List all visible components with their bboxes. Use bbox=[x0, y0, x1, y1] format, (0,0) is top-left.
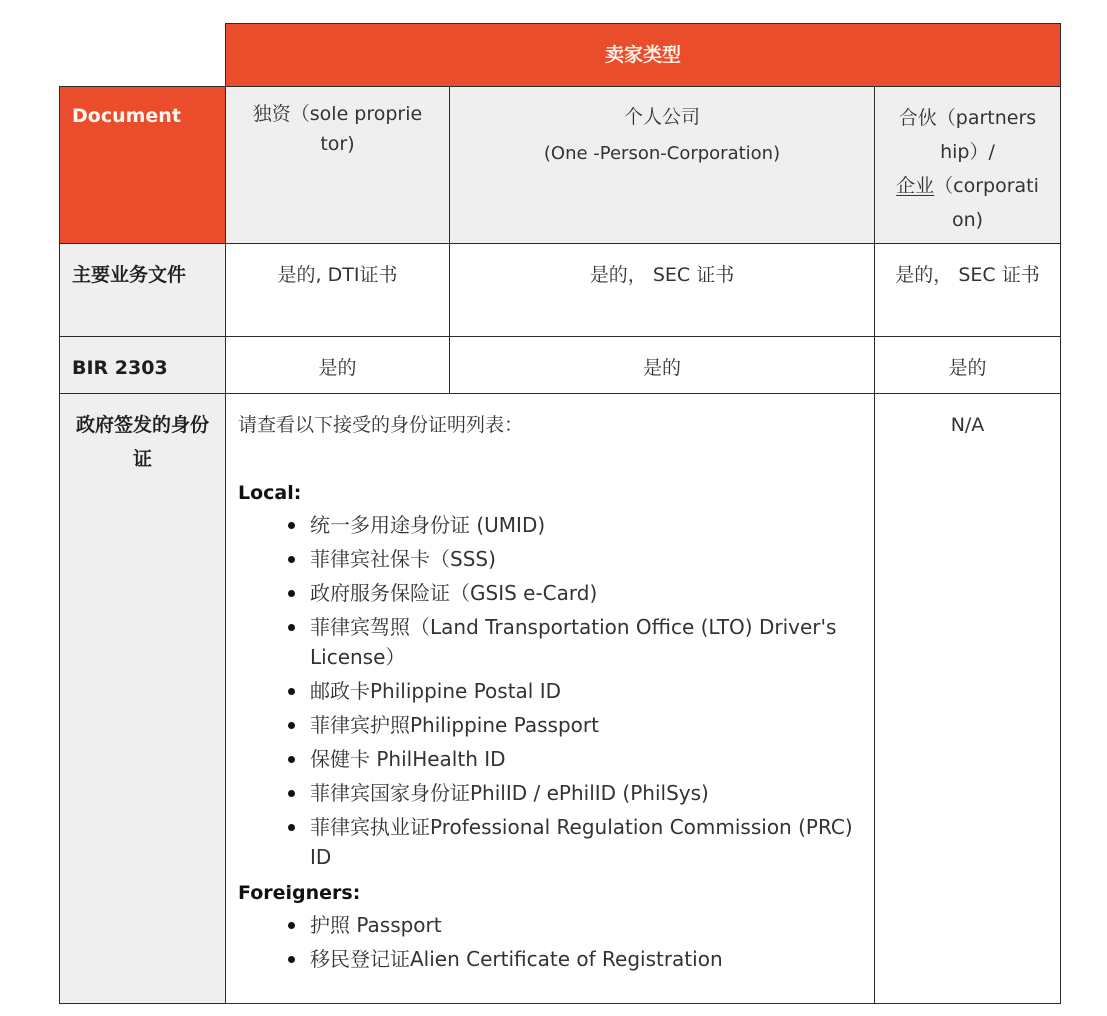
bullet-icon bbox=[288, 722, 295, 729]
list-item bbox=[288, 510, 864, 540]
column-header-corporation-link[interactable]: 企业 bbox=[896, 175, 935, 197]
bullet-icon bbox=[288, 824, 295, 831]
list-item-text: 邮政卡Philippine Postal ID bbox=[310, 679, 562, 703]
list-item bbox=[288, 578, 864, 608]
column-header-opc-line1: 个人公司 bbox=[623, 106, 700, 128]
list-item bbox=[288, 778, 864, 808]
list-item-text: 菲律宾国家身份证PhilID / ePhilID (PhilSys) bbox=[310, 781, 709, 805]
bullet-icon bbox=[288, 624, 295, 631]
list-item-text: 政府服务保险证（GSIS e-Card) bbox=[310, 581, 598, 605]
seller-type-header-row bbox=[60, 24, 1061, 87]
table-row-government-id bbox=[60, 394, 1061, 1004]
row-label-government-id: 政府签发的身份证 bbox=[60, 394, 226, 1004]
seller-type-header: 卖家类型 bbox=[226, 24, 1061, 87]
column-header-sole-proprietor-line2: tor) bbox=[320, 133, 355, 155]
cell-government-id-list bbox=[226, 394, 875, 1004]
column-header-sole-proprietor bbox=[226, 87, 450, 244]
column-header-opc-line2: (One -Person-Corporation) bbox=[543, 143, 781, 164]
cell-bir-opc: 是的 bbox=[450, 337, 875, 394]
table-row-business-document bbox=[60, 244, 1061, 337]
column-header-sole-proprietor-line1: 独资（sole proprie bbox=[252, 103, 423, 125]
column-header-partnership-part1: 合伙（partners bbox=[898, 107, 1037, 129]
row-label-business-document: 主要业务文件 bbox=[60, 244, 226, 337]
list-item-text: 移民登记证Alien Certificate of Registration bbox=[310, 947, 723, 971]
bullet-icon bbox=[288, 790, 295, 797]
foreigners-ids-title: Foreigners: bbox=[238, 882, 361, 904]
row-label-bir-2303: BIR 2303 bbox=[60, 337, 226, 394]
document-header: Document bbox=[60, 87, 226, 244]
list-item bbox=[288, 812, 864, 872]
column-header-row bbox=[60, 87, 1061, 244]
bullet-icon bbox=[288, 522, 295, 529]
column-header-partnership-part2: hip）/ bbox=[940, 141, 995, 163]
foreigners-ids-list bbox=[238, 910, 864, 974]
cell-government-id-partnership: N/A bbox=[875, 394, 1061, 1004]
list-item bbox=[288, 710, 864, 740]
list-item bbox=[288, 676, 864, 706]
column-header-partnership-corporation bbox=[875, 87, 1061, 244]
cell-business-document-opc: 是的， SEC 证书 bbox=[450, 244, 875, 337]
list-item-text: 保健卡 PhilHealth ID bbox=[310, 747, 506, 771]
cell-bir-partnership: 是的 bbox=[875, 337, 1061, 394]
government-id-intro: 请查看以下接受的身份证明列表： bbox=[238, 414, 524, 436]
list-item-text: 菲律宾驾照（Land Transportation Office (LTO) Driver's License） bbox=[310, 615, 837, 669]
seller-document-requirements-table bbox=[59, 23, 1061, 1004]
cell-bir-sole: 是的 bbox=[226, 337, 450, 394]
list-item bbox=[288, 944, 864, 974]
corner-blank-cell bbox=[60, 24, 226, 87]
list-item-text: 菲律宾护照Philippine Passport bbox=[310, 713, 599, 737]
list-item-text: 统一多用途身份证 (UMID) bbox=[310, 513, 546, 537]
list-item-text: 护照 Passport bbox=[310, 913, 442, 937]
bullet-icon bbox=[288, 956, 295, 963]
column-header-one-person-corporation bbox=[450, 87, 875, 244]
bullet-icon bbox=[288, 688, 295, 695]
bullet-icon bbox=[288, 590, 295, 597]
list-item bbox=[288, 744, 864, 774]
cell-business-document-sole: 是的, DTI证书 bbox=[226, 244, 450, 337]
list-item-text: 菲律宾社保卡（SSS) bbox=[310, 547, 496, 571]
table-row-bir-2303 bbox=[60, 337, 1061, 394]
list-item bbox=[288, 612, 864, 672]
bullet-icon bbox=[288, 556, 295, 563]
list-item bbox=[288, 910, 864, 940]
bullet-icon bbox=[288, 922, 295, 929]
column-header-partnership-part4: （corporati bbox=[934, 175, 1039, 197]
cell-business-document-partnership: 是的， SEC 证书 bbox=[875, 244, 1061, 337]
column-header-partnership-part5: on) bbox=[951, 209, 984, 231]
list-item-text: 菲律宾执业证Professional Regulation Commission (PRC) ID bbox=[310, 815, 853, 869]
list-item bbox=[288, 544, 864, 574]
local-ids-title: Local: bbox=[238, 482, 302, 504]
bullet-icon bbox=[288, 756, 295, 763]
local-ids-list bbox=[238, 510, 864, 872]
